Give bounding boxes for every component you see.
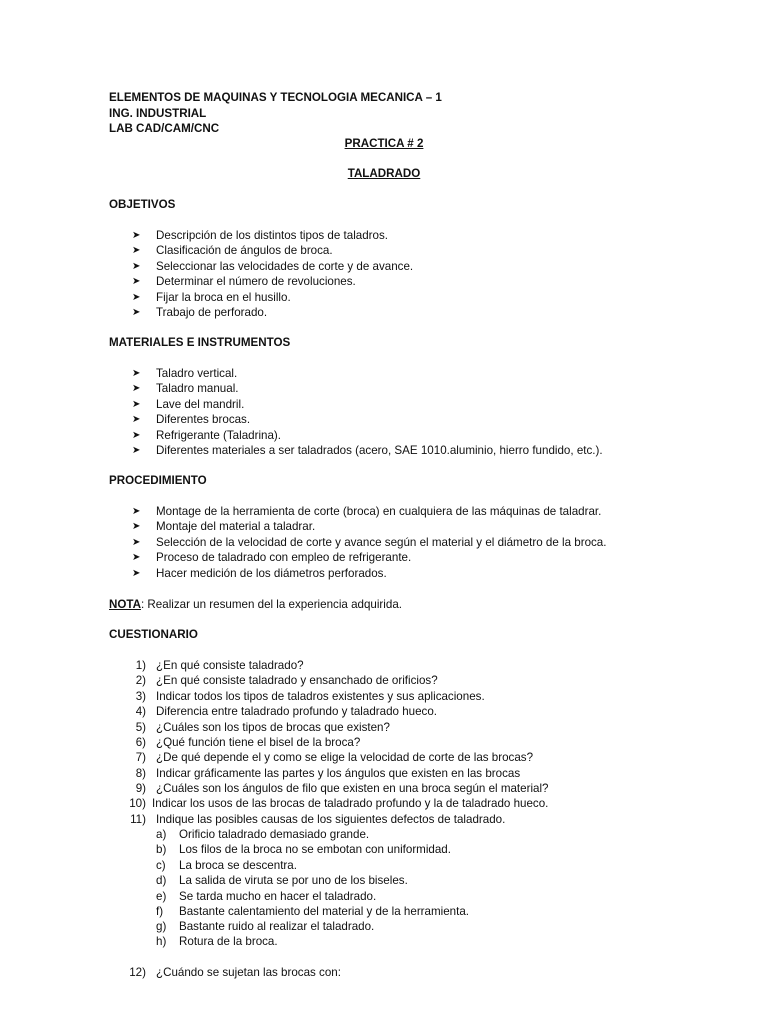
procedimiento-heading: PROCEDIMIENTO bbox=[109, 474, 207, 487]
list-item: Montage de la herramienta de corte (broca) en cualquiera de las máquinas de taladrar. bbox=[156, 505, 602, 518]
practice-number: PRACTICA # 2 bbox=[344, 137, 424, 150]
nota-paragraph bbox=[109, 597, 402, 612]
arrow-bullet-icon: ➤ bbox=[132, 399, 141, 410]
list-item: Refrigerante (Taladrina). bbox=[156, 429, 282, 442]
list-item: Hacer medición de los diámetros perforados. bbox=[156, 567, 387, 580]
subitem-letter: a) bbox=[156, 828, 167, 841]
list-item: Seleccionar las velocidades de corte y de avance. bbox=[156, 260, 414, 273]
list-item: Taladro vertical. bbox=[156, 367, 238, 380]
subitem-letter: d) bbox=[156, 874, 167, 887]
subitem-text: Bastante ruido al realizar el taladrado. bbox=[179, 920, 375, 933]
list-item: Lave del mandril. bbox=[156, 398, 245, 411]
cuestionario-heading: CUESTIONARIO bbox=[109, 628, 198, 641]
arrow-bullet-icon: ➤ bbox=[132, 430, 141, 441]
arrow-bullet-icon: ➤ bbox=[132, 230, 141, 241]
arrow-bullet-icon: ➤ bbox=[132, 368, 141, 379]
arrow-bullet-icon: ➤ bbox=[132, 307, 141, 318]
arrow-bullet-icon: ➤ bbox=[132, 245, 141, 256]
arrow-bullet-icon: ➤ bbox=[132, 506, 141, 517]
arrow-bullet-icon: ➤ bbox=[132, 568, 141, 579]
question-number: 10) bbox=[129, 797, 146, 810]
question-text: ¿De qué depende el y como se elige la velocidad de corte de las brocas? bbox=[156, 751, 534, 764]
question-text: Diferencia entre taladrado profundo y taladrado hueco. bbox=[156, 705, 438, 718]
question-text: ¿Cuáles son los tipos de brocas que existen? bbox=[156, 721, 390, 734]
subitem-text: Se tarda mucho en hacer el taladrado. bbox=[179, 890, 377, 903]
subitem-letter: f) bbox=[156, 905, 164, 918]
list-item: Trabajo de perforado. bbox=[156, 306, 268, 319]
list-item: Diferentes brocas. bbox=[156, 413, 251, 426]
subitem-letter: b) bbox=[156, 843, 167, 856]
lab-name: LAB CAD/CAM/CNC bbox=[109, 122, 220, 135]
list-item: Clasificación de ángulos de broca. bbox=[156, 244, 333, 257]
question-text: ¿Cuáles son los ángulos de filo que existen en una broca según el material? bbox=[156, 782, 549, 795]
list-item: Proceso de taladrado con empleo de refrigerante. bbox=[156, 551, 412, 564]
subitem-letter: e) bbox=[156, 890, 167, 903]
subitem-text: Rotura de la broca. bbox=[179, 935, 278, 948]
course-title: ELEMENTOS DE MAQUINAS Y TECNOLOGIA MECANICA – 1 bbox=[109, 91, 442, 104]
arrow-bullet-icon: ➤ bbox=[132, 383, 141, 394]
nota-label: NOTA bbox=[109, 598, 141, 611]
arrow-bullet-icon: ➤ bbox=[132, 445, 141, 456]
question-number: 5) bbox=[135, 721, 146, 734]
arrow-bullet-icon: ➤ bbox=[132, 261, 141, 272]
list-item: Taladro manual. bbox=[156, 382, 239, 395]
subitem-letter: g) bbox=[156, 920, 167, 933]
question-number: 12) bbox=[129, 966, 146, 979]
subitem-text: La broca se descentra. bbox=[179, 859, 297, 872]
question-text: Indique las posibles causas de los siguientes defectos de taladrado. bbox=[156, 813, 506, 826]
objetivos-heading: OBJETIVOS bbox=[109, 198, 176, 211]
question-text: Indicar gráficamente las partes y los ángulos que existen en las brocas bbox=[156, 767, 521, 780]
list-item: Montaje del material a taladrar. bbox=[156, 520, 316, 533]
question-text: ¿Cuándo se sujetan las brocas con: bbox=[156, 966, 341, 979]
question-text: ¿En qué consiste taladrado y ensanchado de orificios? bbox=[156, 674, 438, 687]
materiales-heading: MATERIALES E INSTRUMENTOS bbox=[109, 336, 291, 349]
subitem-letter: h) bbox=[156, 935, 167, 948]
subitem-letter: c) bbox=[156, 859, 166, 872]
question-number: 4) bbox=[135, 705, 146, 718]
question-number: 1) bbox=[135, 659, 146, 672]
question-text: Indicar todos los tipos de taladros existentes y sus aplicaciones. bbox=[156, 690, 485, 703]
question-number: 7) bbox=[135, 751, 146, 764]
arrow-bullet-icon: ➤ bbox=[132, 292, 141, 303]
practice-topic: TALADRADO bbox=[347, 167, 421, 180]
question-text: ¿Qué función tiene el bisel de la broca? bbox=[156, 736, 361, 749]
list-item: Determinar el número de revoluciones. bbox=[156, 275, 356, 288]
subitem-text: Orificio taladrado demasiado grande. bbox=[179, 828, 370, 841]
list-item: Selección de la velocidad de corte y avance según el material y el diámetro de la broca. bbox=[156, 536, 607, 549]
question-number: 8) bbox=[135, 767, 146, 780]
question-number: 2) bbox=[135, 674, 146, 687]
list-item: Diferentes materiales a ser taladrados (acero, SAE 1010.aluminio, hierro fundido, etc.). bbox=[156, 444, 603, 457]
subitem-text: La salida de viruta se por uno de los biseles. bbox=[179, 874, 408, 887]
program-name: ING. INDUSTRIAL bbox=[109, 107, 207, 120]
list-item: Descripción de los distintos tipos de taladros. bbox=[156, 229, 388, 242]
question-number: 3) bbox=[135, 690, 146, 703]
question-text: ¿En qué consiste taladrado? bbox=[156, 659, 304, 672]
list-item: Fijar la broca en el husillo. bbox=[156, 291, 291, 304]
question-number: 9) bbox=[135, 782, 146, 795]
subitem-text: Los filos de la broca no se embotan con uniformidad. bbox=[179, 843, 451, 856]
arrow-bullet-icon: ➤ bbox=[132, 537, 141, 548]
subitem-text: Bastante calentamiento del material y de la herramienta. bbox=[179, 905, 470, 918]
nota-text: : Realizar un resumen del la experiencia adquirida. bbox=[140, 598, 402, 611]
arrow-bullet-icon: ➤ bbox=[132, 521, 141, 532]
arrow-bullet-icon: ➤ bbox=[132, 552, 141, 563]
arrow-bullet-icon: ➤ bbox=[132, 414, 141, 425]
arrow-bullet-icon: ➤ bbox=[132, 276, 141, 287]
question-number: 11) bbox=[130, 813, 146, 826]
question-number: 6) bbox=[135, 736, 146, 749]
question-text: Indicar los usos de las brocas de taladrado profundo y la de taladrado hueco. bbox=[152, 797, 549, 810]
